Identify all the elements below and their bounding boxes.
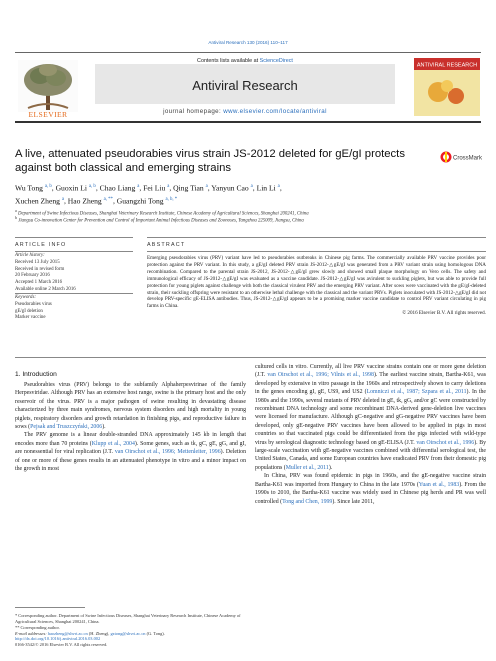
citation-link[interactable]: van Oirschot et al., 1996; Vilnis et al., 1998 <box>267 372 374 379</box>
history-item: Available online 2 March 2016 <box>15 286 76 292</box>
citation-link[interactable]: van Oirschot et al., 1996 <box>416 439 475 446</box>
footnote-emails: E-mail addresses: haozheng@shvri.ac.cn (H. Zheng), gztong@shvri.ac.cn (G. Tong). <box>15 631 165 636</box>
journal-title[interactable]: Antiviral Research <box>192 78 298 93</box>
keywords-label: Keywords: <box>15 295 37 300</box>
history-item: Received 13 July 2015 <box>15 259 60 265</box>
header-top-rule <box>15 52 481 53</box>
email-link[interactable]: gztong@shvri.ac.cn <box>110 631 146 636</box>
author-name[interactable]: Fei Liu <box>143 183 166 193</box>
article-history <box>15 253 133 294</box>
publisher-name[interactable]: ELSEVIER <box>28 110 68 119</box>
history-item: Accepted 1 March 2016 <box>15 280 63 286</box>
footnote: * Corresponding author. Department of Swine Infectious Diseases, Shanghai Veterinary Research Institute, Chinese Academy of Agricultural Sciences, Shanghai 200241, China. <box>15 613 241 624</box>
intro-paragraph: The PRV genome is a linear double-stranded DNA approximately 145 kb in length that encodes more than 70 proteins (Klupp et al., 2004). Some genes, such as tk, gC, gE, gG, and gI, are nonessential for viral replication (J.T. van Oirschot et al., 1996; Mettenleiter, 1996). Deletion of one or more of these genes results in an attenuated phenotype in vitro and a minor impact on the growth in most <box>15 432 247 473</box>
affiliation-a: $^a$ Department of Swine Infectious Diseases, Shanghai Veterinary Research Institute, Chinese Academy of Agricultural Sciences, Shanghai 200241, China <box>15 208 309 217</box>
author-affiliation-marker[interactable]: a <box>205 184 208 189</box>
footnote: ** Corresponding author. <box>15 625 60 630</box>
keyword: gE/gI deletion <box>15 308 43 314</box>
intro-paragraph: Pseudorabies virus (PRV) belongs to the subfamily Alphaherpesvirinae of the family Herpesviridae. Although PRV has an extensive host range, swine is the primary host and the only reservoir of the virus. PRV is a major pathogen of swine resulting in devastating disease characterized by three main syndromes, nervous system disorders and high mortality in young piglets, respiratory disorders and growth retardation in finishing pigs, and reproductive failure in sows (Pejsak and Truszczyński, 2006). <box>15 382 246 431</box>
citation-link[interactable]: Klupp et al., 2004 <box>91 440 135 447</box>
abstract-copyright: © 2016 Elsevier B.V. All rights reserved. <box>402 310 486 317</box>
right-column <box>255 363 486 506</box>
abstract-top-rule <box>147 237 486 238</box>
author-name[interactable]: Hao Zheng <box>67 196 102 206</box>
author-affiliation-marker[interactable]: a, b <box>44 184 52 189</box>
citation-link[interactable]: Lomniczi et al., 1987; Szpara et al., 2011 <box>366 389 467 396</box>
author-name[interactable]: Guangzhi Tong <box>116 196 164 206</box>
history-item: 20 February 2016 <box>15 273 50 279</box>
abstract-body <box>147 255 486 317</box>
keywords-rule <box>15 293 133 294</box>
footnotes <box>15 613 245 637</box>
abstract-text: Emerging pseudorabies virus (PRV) variant have led to pseudorabies outbreaks in Chinese pig farms. The commercially available PRV vaccine provides poor protection against the PRV variant. In this study, a gE/gI deleted PRV strain JS-2012-△gE/gI was generated from a PRV variant strain using homologous DNA recombination. Compared to the parental strain JS-2012, JS-2012-△gE/gI grew slowly and showed small plaque morphology on Vero cells. The safety and immunological efficacy of JS-2012-△gE/gI was evaluated as a vaccine candidate. JS-2012-△gE/gI was avirulent to suckling piglets, but was able to provide full protection for young piglets against challenge with both the classical virulent PRV and the emerging PRV variant. After sows were vaccinated with the gE/gI-deleted strain, their suckling offspring were resistant to an otherwise lethal challenge with the classical and the variant PRVs. Piglets inoculated with JS-2012-△gE/gI did not develop PRV-specific gE-ELISA antibodies. Thus, JS-2012-△gE/gI appears to be a promising marker vaccine candidate to control PRV variant circulating in pig farms in China. <box>147 255 486 310</box>
author-name[interactable]: Lin Li <box>256 183 276 193</box>
header-bottom-rule <box>15 121 481 123</box>
author-affiliation-marker[interactable]: a <box>167 184 170 189</box>
author-list: Wu Tong $^{a, b}$, Guoxin Li $^{a, b}$, Chao Liang $^a$, Fei Liu $^a$, Qing Tian $^a$, Yanyun Cao $^a$, Lin Li $^a$, Xuchen Zheng $^a$, Hao Zheng $^{a, **}$, Guangzhi Tong $^{a, b, *}$ <box>15 183 282 206</box>
author-name[interactable]: Yanyun Cao <box>211 183 249 193</box>
history-label: Article history: <box>15 253 45 258</box>
cover-title: ANTIVIRAL RESEARCH <box>416 62 478 69</box>
article-title: A live, attenuated pseudorabies virus strain JS-2012 deleted for gE/gI protects against both classical and emerging strains <box>15 148 405 174</box>
citation-link[interactable]: Pejsak and Truszczyński, 2006 <box>30 424 103 431</box>
intro-paragraph: In China, PRV was found epidemic in pigs in 1960s, and the gE-negative vaccine strain Bartha-K61 was imported from Hungary to China in the late 1970s (Yuan et al., 1983). From the 1990s to 2010, the Bartha-K61 vaccine was widely used in Chinese pig herds and PR was well controlled (Tong and Chen, 1999). Since late 2011, <box>255 473 486 505</box>
article-info-heading: ARTICLE INFO <box>15 242 67 248</box>
crossmark-badge[interactable] <box>440 150 486 164</box>
affiliation-b-text: Jiangsu Co-innovation Center for Prevention and Control of Important Animal Infectious Diseases and Zoonoses, Yangzhou 225009, Jiangsu, China <box>18 218 304 224</box>
journal-reference[interactable]: Antiviral Research 130 (2016) 110–117 <box>208 40 288 45</box>
contents-prefix: Contents lists available at <box>197 58 260 64</box>
history-item: Received in revised form <box>15 266 65 272</box>
homepage-link[interactable]: www.elsevier.com/locate/antiviral <box>223 108 327 115</box>
article-info-heading-rule <box>15 251 133 252</box>
author-affiliation-marker[interactable]: a <box>61 196 64 202</box>
elsevier-tree-logo <box>18 60 78 112</box>
abstract-heading-rule <box>147 251 486 252</box>
left-column <box>15 381 246 473</box>
affiliation-b: $^b$ Jiangsu Co-innovation Center for Prevention and Control of Important Animal Infectious Diseases and Zoonoses, Yangzhou 225009, Jiangsu, China <box>15 215 304 224</box>
email-link[interactable]: haozheng@shvri.ac.cn <box>47 631 88 636</box>
author-name[interactable]: Wu Tong <box>15 183 43 193</box>
citation-link[interactable]: Tong and Chen, 1999 <box>282 498 333 505</box>
author-name[interactable]: Qing Tian <box>173 183 204 193</box>
author-affiliation-marker[interactable]: a, b, * <box>165 196 178 202</box>
author-name[interactable]: Xuchen Zheng <box>15 196 60 206</box>
author-affiliation-marker[interactable]: a <box>137 184 140 189</box>
journal-cover-thumbnail[interactable] <box>414 58 480 116</box>
keyword: Marker vaccine <box>15 315 46 321</box>
abstract-bottom-rule <box>15 357 486 358</box>
keyword: Pseudorabies virus <box>15 301 52 307</box>
abstract-heading: ABSTRACT <box>147 242 186 248</box>
journal-homepage <box>95 108 395 115</box>
author-affiliation-marker[interactable]: a <box>277 184 280 189</box>
citation-link[interactable]: van Oirschot et al., 1996; Mettenleiter, 1996 <box>114 449 221 456</box>
keywords <box>15 295 133 322</box>
article-info-top-rule <box>15 237 133 238</box>
issn-line: 0166-3542/© 2016 Elsevier B.V. All rights reserved. <box>15 642 108 647</box>
sciencedirect-link[interactable]: ScienceDirect <box>259 58 293 64</box>
footnote-rule <box>15 607 85 608</box>
author-affiliation-marker[interactable]: a, b <box>88 184 96 189</box>
citation-link[interactable]: Yuan et al., 1983 <box>418 481 460 488</box>
crossmark-label: CrossMark <box>453 155 483 162</box>
doi-link[interactable]: http://dx.doi.org/10.1016/j.antiviral.2016.03.002 <box>15 636 101 641</box>
citation-link[interactable]: Muller et al., 2011 <box>285 464 329 471</box>
intro-paragraph: cultured cells in vitro. Currently, all live PRV vaccine strains contain one or more gene deletion (J.T. van Oirschot et al., 1996; Vilnis et al., 1998). The earliest vaccine strain, Bartha-K61, was developed by extensive in vitro passage in the 1960s and retrospectively shown to carry deletions in the genes encoding gI, gE, US9, and US2 (Lomniczi et al., 1987; Szpara et al., 2011). In the 1980s and the 1990s, several mutants of PRV deleted in gE, tk, gG, and/or gC were constructed by recombinant DNA technology and some recombinant DNA-derived gene-deletion live vaccines were licensed for manufacture. Although gC-negative and gG-negative PRV vaccines have been developed, only gE-negative PRV vaccines have been allowed to be applied in pigs in most countries so that vaccinated pigs could be differentiated from the pigs infected with wild-type virus by serological diagnostic technology based on gE-ELISA (J.T. van Oirschot et al., 1996). By large-scale vaccination with gE-negative vaccines combined with differential serological test, the United States, Canada, and some European countries have eradicated PRV from their domestic pig populations (Muller et al., 2011). <box>255 364 487 471</box>
author-affiliation-marker[interactable]: a <box>250 184 253 189</box>
affiliation-a-text: Department of Swine Infectious Diseases, Shanghai Veterinary Research Institute, Chinese Academy of Agricultural Sciences, Shanghai 200241, China <box>17 211 309 217</box>
homepage-prefix: journal homepage: <box>163 108 224 115</box>
author-affiliation-marker[interactable]: a, ** <box>103 196 113 202</box>
author-name[interactable]: Chao Liang <box>99 183 136 193</box>
introduction-heading: 1. Introduction <box>15 371 57 378</box>
page-footer <box>15 636 245 648</box>
author-name[interactable]: Guoxin Li <box>55 183 87 193</box>
